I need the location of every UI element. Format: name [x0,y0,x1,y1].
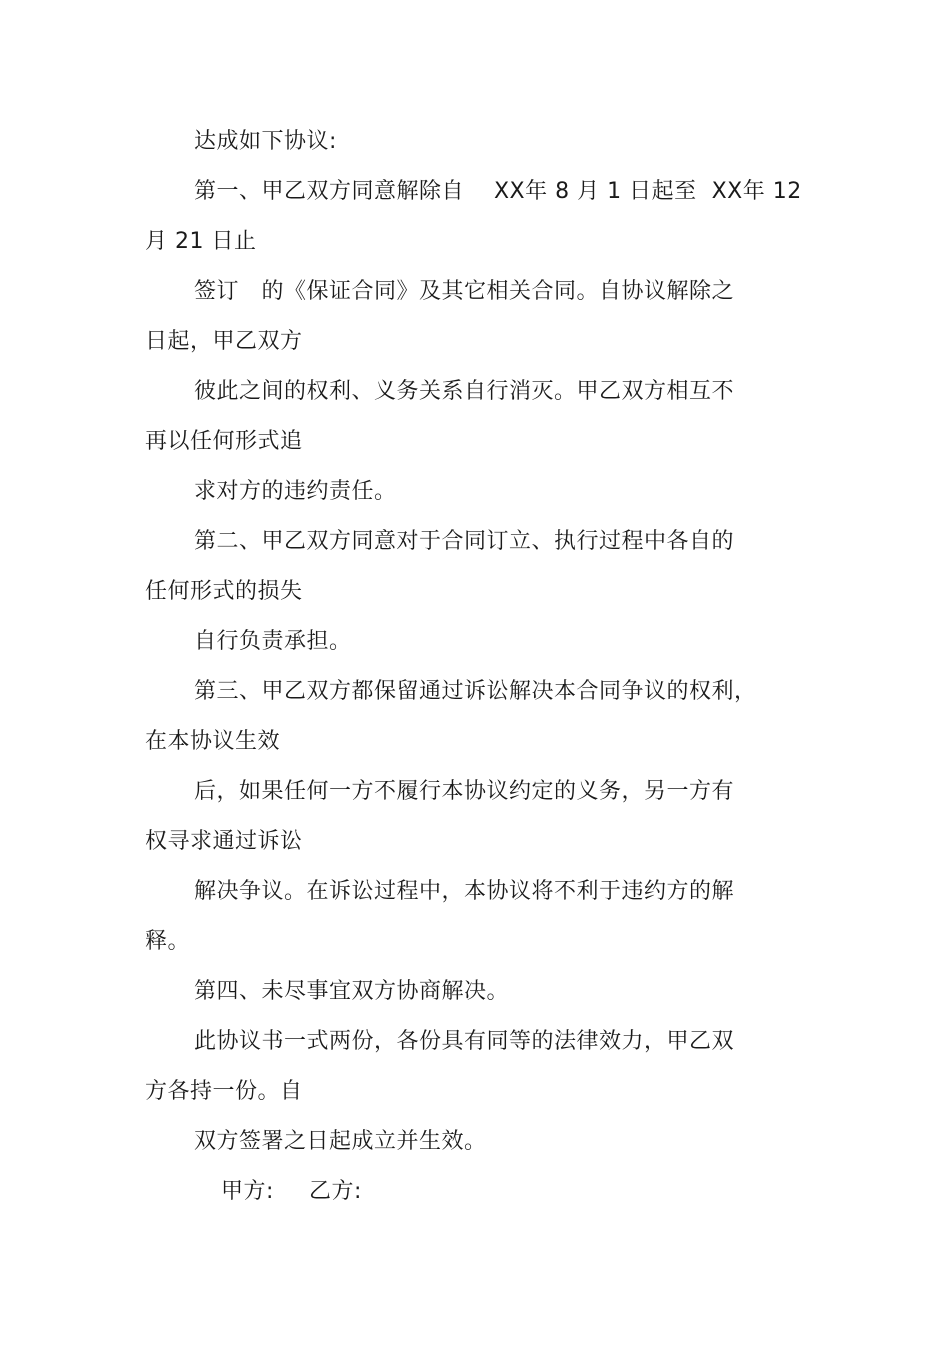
clause-2-line-3: 自行负责承担。 [194,629,352,654]
clause-3-line-2: 在本协议生效 [145,729,281,754]
clause-1-line-4: 日起，甲乙双方 [145,329,303,354]
clause-1-line-1: 第一、甲乙双方同意解除自 XX年 8 月 1 日起至 XX年 12 [194,179,802,204]
clause-1-line-6: 再以任何形式追 [145,429,303,454]
clause-3-line-4: 权寻求通过诉讼 [145,829,303,854]
clause-3-line-6: 释。 [145,929,191,954]
effect-line-2: 方各持一份。自 [145,1079,303,1104]
clause-3-line-1: 第三、甲乙双方都保留通过诉讼解决本合同争议的权利， [194,679,757,704]
clause-1-line-2: 月 21 日止 [145,229,257,254]
clause-1-line-3: 签订 的《保证合同》及其它相关合同。自协议解除之 [194,279,734,304]
party-b-signature-label: 乙方: [309,1179,362,1204]
clause-1-line-5: 彼此之间的权利、义务关系自行消灭。甲乙双方相互不 [194,379,735,404]
clause-2-line-2: 任何形式的损失 [145,579,303,604]
clause-4-line-1: 第四、未尽事宜双方协商解决。 [194,979,510,1004]
clause-3-line-5: 解决争议。在诉讼过程中，本协议将不利于违约方的解 [194,879,735,904]
clause-1-line-7: 求对方的违约责任。 [194,479,397,504]
clause-3-line-3: 后，如果任何一方不履行本协议约定的义务，另一方有 [194,779,735,804]
party-a-signature-label: 甲方: [221,1179,274,1204]
agreement-intro: 达成如下协议: [194,129,337,154]
effect-line-3: 双方签署之日起成立并生效。 [194,1129,487,1154]
effect-line-1: 此协议书一式两份，各份具有同等的法律效力，甲乙双 [194,1029,735,1054]
clause-2-line-1: 第二、甲乙双方同意对于合同订立、执行过程中各自的 [194,529,735,554]
